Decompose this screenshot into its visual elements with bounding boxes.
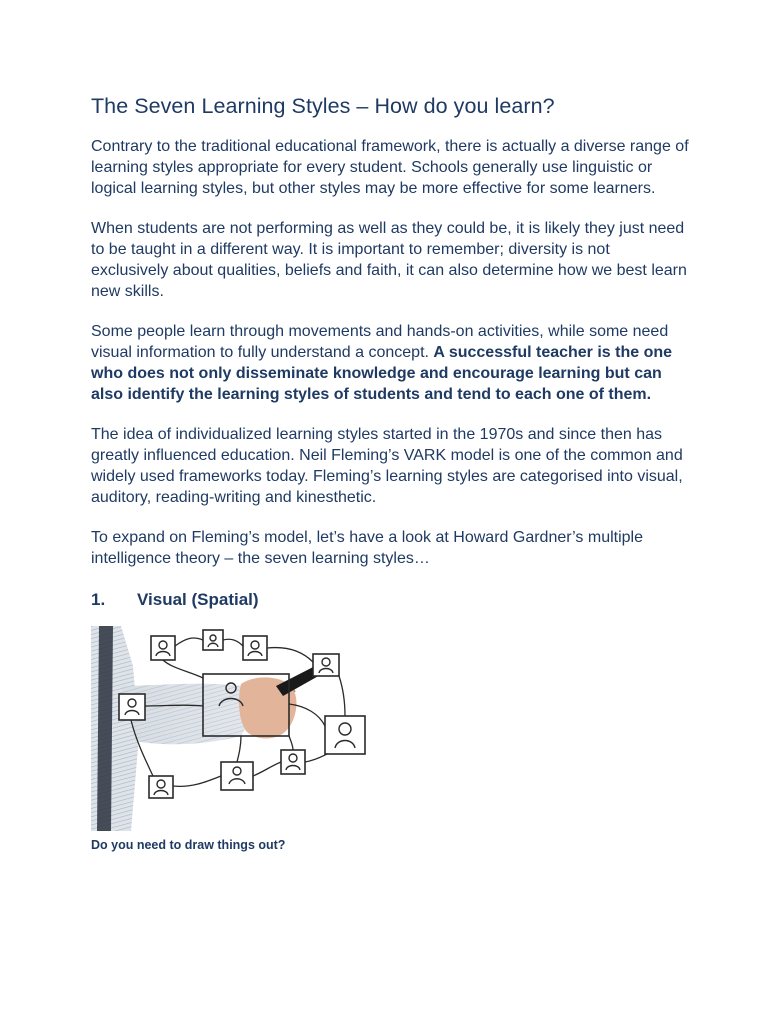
page-title: The Seven Learning Styles – How do you learn? xyxy=(91,94,555,118)
paragraph-gardner: To expand on Fleming’s model, let’s have a look at Howard Gardner’s multiple intelligence theory – the seven learning styles… xyxy=(91,529,643,567)
paragraph-teacher-bold-text: A successful teacher is the one who does not only disseminate knowledge and encourage learning but can also identify the learning styles of students and tend to each one of them. xyxy=(91,344,673,403)
section-number: 1. xyxy=(91,590,106,609)
section-heading-visual xyxy=(91,588,691,612)
figure-caption: Do you need to draw things out? xyxy=(91,838,286,852)
paragraph-teacher-normal-text: Some people learn through movements and hands-on activities, while some need visual information to fully understand a concept. xyxy=(91,323,669,361)
paragraph-teacher xyxy=(91,321,691,405)
section-title: Visual (Spatial) xyxy=(137,590,259,609)
paragraph-vark: The idea of individualized learning styles started in the 1970s and since then has greatly influenced education. Neil Fleming’s VARK model is one of the common and widely used frameworks today. Fleming’s learning styles are categorised into visual, auditory, reading-writing and kinesthetic. xyxy=(91,426,683,506)
tie-shape xyxy=(97,626,113,831)
visual-learning-illustration xyxy=(91,626,376,831)
paragraph-intro: Contrary to the traditional educational framework, there is actually a diverse range of learning styles appropriate for every student. Schools generally use linguistic or logical learning styles, but other styles may be more effective for some learners. xyxy=(91,138,689,197)
network-drawing-image xyxy=(91,626,376,831)
document-content xyxy=(91,92,691,853)
paragraph-diversity: When students are not performing as well as they could be, it is likely they just need to be taught in a different way. It is important to remember; diversity is not exclusively about qualities, beliefs and faith, it can also determine how we best learn new skills. xyxy=(91,220,687,300)
